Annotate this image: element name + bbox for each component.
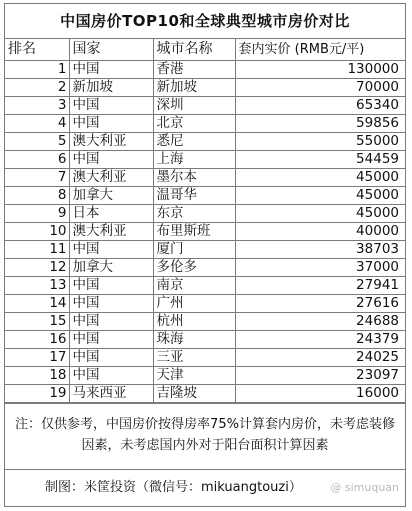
- rank-cell: 12: [5, 259, 69, 277]
- rank-cell: 8: [5, 187, 69, 205]
- price-comparison-sheet: [4, 3, 406, 507]
- country-cell: 中国: [69, 331, 153, 349]
- city-cell: 深圳: [153, 97, 235, 115]
- city-cell: 杭州: [153, 313, 235, 331]
- country-cell: 中国: [69, 241, 153, 259]
- table-body: [5, 61, 405, 403]
- rank-cell: 13: [5, 277, 69, 295]
- table-row: [5, 79, 405, 97]
- city-cell: 南京: [153, 277, 235, 295]
- price-cell: 27941: [235, 277, 405, 295]
- price-cell: 45000: [235, 169, 405, 187]
- city-cell: 吉隆坡: [153, 385, 235, 403]
- table-row: [5, 349, 405, 367]
- table-row: [5, 97, 405, 115]
- country-cell: 新加坡: [69, 79, 153, 97]
- price-cell: 23097: [235, 367, 405, 385]
- price-cell: 27616: [235, 295, 405, 313]
- table-title: 中国房价TOP10和全球典型城市房价对比: [5, 4, 405, 39]
- country-cell: 中国: [69, 97, 153, 115]
- rank-cell: 14: [5, 295, 69, 313]
- rank-cell: 19: [5, 385, 69, 403]
- city-cell: 布里斯班: [153, 223, 235, 241]
- city-cell: 广州: [153, 295, 235, 313]
- price-cell: 38703: [235, 241, 405, 259]
- country-cell: 中国: [69, 295, 153, 313]
- table-row: [5, 187, 405, 205]
- city-cell: 三亚: [153, 349, 235, 367]
- rank-cell: 2: [5, 79, 69, 97]
- city-cell: 天津: [153, 367, 235, 385]
- country-cell: 澳大利亚: [69, 223, 153, 241]
- city-cell: 珠海: [153, 331, 235, 349]
- header-country: 国家: [69, 39, 153, 61]
- header-row: [5, 39, 405, 61]
- price-cell: 55000: [235, 133, 405, 151]
- rank-cell: 17: [5, 349, 69, 367]
- table-row: [5, 241, 405, 259]
- country-cell: 中国: [69, 151, 153, 169]
- country-cell: 日本: [69, 205, 153, 223]
- country-cell: 澳大利亚: [69, 169, 153, 187]
- rank-cell: 3: [5, 97, 69, 115]
- city-cell: 东京: [153, 205, 235, 223]
- watermark: @ simuquan: [330, 481, 399, 494]
- country-cell: 中国: [69, 115, 153, 133]
- price-cell: 130000: [235, 61, 405, 79]
- city-cell: 上海: [153, 151, 235, 169]
- price-table: [5, 39, 405, 403]
- price-cell: 24379: [235, 331, 405, 349]
- country-cell: 中国: [69, 349, 153, 367]
- table-row: [5, 367, 405, 385]
- country-cell: 中国: [69, 367, 153, 385]
- country-cell: 加拿大: [69, 259, 153, 277]
- price-cell: 40000: [235, 223, 405, 241]
- table-row: [5, 295, 405, 313]
- table-row: [5, 169, 405, 187]
- table-row: [5, 61, 405, 79]
- city-cell: 厦门: [153, 241, 235, 259]
- rank-cell: 11: [5, 241, 69, 259]
- rank-cell: 9: [5, 205, 69, 223]
- rank-cell: 7: [5, 169, 69, 187]
- price-cell: 45000: [235, 205, 405, 223]
- header-city: 城市名称: [153, 39, 235, 61]
- country-cell: 中国: [69, 313, 153, 331]
- city-cell: 墨尔本: [153, 169, 235, 187]
- rank-cell: 6: [5, 151, 69, 169]
- price-cell: 16000: [235, 385, 405, 403]
- table-row: [5, 277, 405, 295]
- rank-cell: 10: [5, 223, 69, 241]
- price-cell: 24688: [235, 313, 405, 331]
- table-row: [5, 385, 405, 403]
- price-cell: 54459: [235, 151, 405, 169]
- price-cell: 37000: [235, 259, 405, 277]
- rank-cell: 4: [5, 115, 69, 133]
- header-price: 套内实价 (RMB元/平): [235, 39, 405, 61]
- country-cell: 中国: [69, 277, 153, 295]
- price-cell: 70000: [235, 79, 405, 97]
- city-cell: 悉尼: [153, 133, 235, 151]
- country-cell: 加拿大: [69, 187, 153, 205]
- rank-cell: 18: [5, 367, 69, 385]
- city-cell: 新加坡: [153, 79, 235, 97]
- credit-text: 制图：米筐投资（微信号：mikuangtouzi）: [45, 480, 302, 495]
- country-cell: 马来西亚: [69, 385, 153, 403]
- table-row: [5, 313, 405, 331]
- table-row: [5, 151, 405, 169]
- credit-line: [5, 469, 405, 506]
- table-row: [5, 133, 405, 151]
- price-cell: 45000: [235, 187, 405, 205]
- table-row: [5, 259, 405, 277]
- city-cell: 温哥华: [153, 187, 235, 205]
- table-row: [5, 223, 405, 241]
- table-row: [5, 115, 405, 133]
- header-rank: 排名: [5, 39, 69, 61]
- price-cell: 65340: [235, 97, 405, 115]
- city-cell: 北京: [153, 115, 235, 133]
- country-cell: 中国: [69, 61, 153, 79]
- rank-cell: 15: [5, 313, 69, 331]
- city-cell: 多伦多: [153, 259, 235, 277]
- rank-cell: 16: [5, 331, 69, 349]
- rank-cell: 1: [5, 61, 69, 79]
- price-cell: 59856: [235, 115, 405, 133]
- footnote: 注：仅供参考，中国房价按得房率75%计算套内房价，未考虑装修因素，未考虑国内外对于阳台面积计算因素: [5, 403, 405, 469]
- table-row: [5, 331, 405, 349]
- country-cell: 澳大利亚: [69, 133, 153, 151]
- rank-cell: 5: [5, 133, 69, 151]
- price-cell: 24025: [235, 349, 405, 367]
- table-row: [5, 205, 405, 223]
- city-cell: 香港: [153, 61, 235, 79]
